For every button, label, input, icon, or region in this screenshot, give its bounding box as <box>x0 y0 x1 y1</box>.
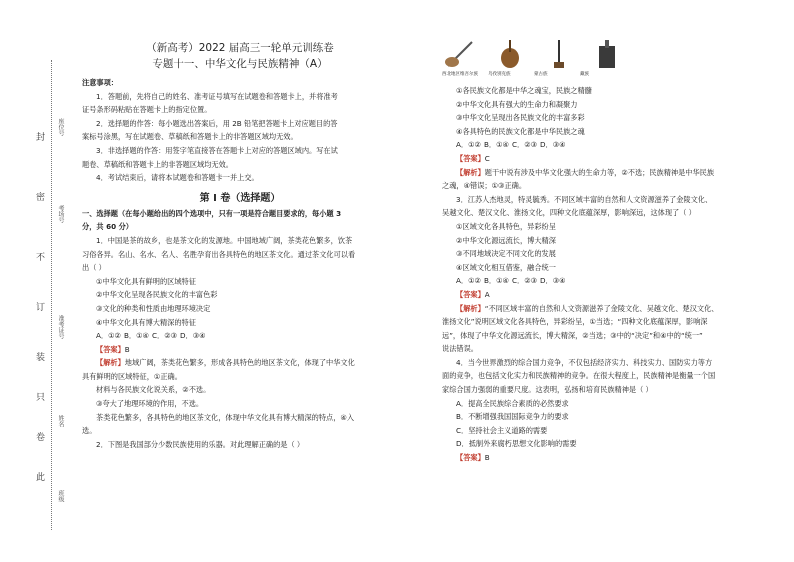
q1-stem: 习俗各异。名山、名水、名人、名胜孕育出各具特色的地区茶文化。通过茶文化可以看 <box>82 249 356 259</box>
q1-item: ④中华文化具有博大精深的特征 <box>96 317 196 327</box>
instrument-image-4 <box>587 38 627 70</box>
q2-answer: C <box>484 153 490 163</box>
q2-item: ④各具特色的民族文化都是中华民族之魂 <box>456 126 585 136</box>
sidebar-char: 订 <box>36 303 46 313</box>
instrument-image-2 <box>490 38 530 70</box>
q3-options <box>442 274 772 288</box>
section-intro: 分，共 60 分） <box>82 222 133 232</box>
q1-analysis: ③夸大了地理环境的作用，不选。 <box>96 399 204 409</box>
q1-analysis: 材料与各民族文化说关系，②不选。 <box>96 385 211 395</box>
q2-option-b: B．①④ <box>484 140 510 150</box>
sidebar-char: 密 <box>36 193 46 203</box>
paper-title: （新高考）2022 届高三一轮单元训练卷 <box>146 42 334 54</box>
q3-item: ④区域文化相互借鉴，融合统一 <box>456 262 556 272</box>
q1-analysis: 地域广阔，茶类花色繁多，形成各具特色的地区茶文化，体现了中华文化 <box>124 358 355 368</box>
q2-item: ③中华文化呈现出各民族文化的丰富多彩 <box>456 113 585 123</box>
q1-stem: 1．中国是茶的故乡，也是茶文化的发源地。中国地域广阔，茶类花色繁多，饮茶 <box>96 235 353 245</box>
q1-answer-label: 【答案】 <box>96 344 125 354</box>
q1-analysis-label: 【解析】 <box>96 358 125 368</box>
right-column <box>442 38 772 465</box>
q1-answer: B <box>124 344 130 354</box>
q4-choice: A．提高全民族综合素质的必然要求 <box>456 398 569 408</box>
q2-stem: 2．下图是我国部分少数民族使用的乐器。对此理解正确的是（ ） <box>96 439 305 449</box>
q2-answer-label: 【答案】 <box>456 153 485 163</box>
q3-stem: 吴越文化、楚汉文化、淮扬文化，四种文化底蕴深厚，影响深远，这体现了（ ） <box>442 208 696 218</box>
q2-analysis: 之魂，④错误；①③正确。 <box>442 181 527 191</box>
q3-item: ③不同地域决定不同文化的发展 <box>456 249 556 259</box>
field-ticket-number: 准考证号 <box>57 315 64 339</box>
q4-choice: B．不断增强我国国际竞争力的要求 <box>456 412 569 422</box>
q3-answer-label: 【答案】 <box>456 289 485 299</box>
q1-item: ③文化的种类和性质由地理环境决定 <box>96 303 211 313</box>
q2-item: ②中华文化具有强大的生命力和凝聚力 <box>456 99 578 109</box>
q3-option-d: D．③④ <box>540 276 566 286</box>
q1-analysis: 茶类花色繁多，各具特色的地区茶文化，体现中华文化具有博大精深的特点，④入 <box>96 412 355 422</box>
q1-options <box>82 329 398 343</box>
q2-option-a: A．①② <box>456 140 481 150</box>
q1-option-d: D．③④ <box>180 331 206 341</box>
instrument-figure <box>442 38 772 84</box>
q1-analysis: 选。 <box>82 426 97 436</box>
q4-stem: 家综合国力强弱的重要尺度。这表明，弘扬和培育民族精神是（ ） <box>442 385 653 395</box>
field-name: 姓名 <box>57 415 64 427</box>
q1-option-a: A．①② <box>96 331 121 341</box>
field-class: 班级 <box>57 490 64 502</box>
paper-subtitle: 专题十一、中华文化与民族精神（A） <box>152 58 328 70</box>
caption-4: 藏族 <box>580 72 589 77</box>
q4-choice: C．坚持社会主义道路的需要 <box>456 425 548 435</box>
q3-answer: A <box>484 289 490 299</box>
binding-sidebar <box>0 0 80 562</box>
sidebar-char: 封 <box>36 133 46 143</box>
sidebar-char: 装 <box>36 353 46 363</box>
sidebar-char: 只 <box>36 393 46 403</box>
q1-analysis: 具有鲜明的区域特征，①正确。 <box>82 371 182 381</box>
sidebar-char: 卷 <box>36 433 46 443</box>
q1-option-b: B．①④ <box>124 331 150 341</box>
sidebar-char: 不 <box>36 253 46 263</box>
q2-option-c: C．②③ <box>512 140 538 150</box>
field-seat-number: 座位号 <box>57 118 64 136</box>
notice-line: 证号条形码粘贴在答题卡上的指定位置。 <box>82 105 212 115</box>
caption-2: 乌孜别克族 <box>488 72 511 77</box>
q3-analysis: 说法错误。 <box>442 344 478 354</box>
q3-item: ②中华文化源远流长，博大精深 <box>456 235 556 245</box>
q4-stem: 4．当今世界激烈的综合国力竞争，不仅包括经济实力、科技实力、国防实力等方 <box>456 357 713 367</box>
q3-stem: 3．江苏人杰地灵，特灵毓秀。不同区域丰富的自然和人文资源滋养了金陵文化、 <box>456 194 713 204</box>
q4-stem: 面的竞争，也包括文化实力和民族精神的竞争。在很大程度上，民族精神是衡量一个国 <box>442 371 716 381</box>
notice-line: 题卷、草稿纸和答题卡上的非答题区域均无效。 <box>82 159 233 169</box>
q3-item: ①区域文化各具特色，异彩纷呈 <box>456 221 556 231</box>
cut-line <box>51 60 52 530</box>
instrument-image-3 <box>539 38 579 70</box>
notice-line: 案标号涂黑，写在试题卷、草稿纸和答题卡上的非答题区域均无效。 <box>82 132 298 142</box>
q1-item: ①中华文化具有鲜明的区域特征 <box>96 276 196 286</box>
caption-3: 蒙古族 <box>534 72 548 77</box>
q1-item: ②中华文化呈现各民族文化的丰富色彩 <box>96 290 218 300</box>
q2-analysis-label: 【解析】 <box>456 167 485 177</box>
q1-stem: 出（ ） <box>82 263 106 273</box>
q3-option-a: A．①② <box>456 276 481 286</box>
notice-line: 3．非选择题的作答：用签字笔直接答在答题卡上对应的答题区域内。写在试 <box>96 145 338 155</box>
left-column <box>82 40 398 451</box>
caption-1: 西北地区维吾尔族 <box>442 72 478 77</box>
q2-option-d: D．③④ <box>540 140 566 150</box>
q3-option-b: B．①④ <box>484 276 510 286</box>
notice-heading: 注意事项： <box>82 78 118 87</box>
q3-analysis: 淮扬文化”说明区域文化各具特色，异彩纷呈，①当选；“四种文化底蕴深厚，影响深 <box>442 317 708 327</box>
q1-option-c: C．②③ <box>152 331 178 341</box>
section-intro: 一、选择题（在每小题给出的四个选项中，只有一项是符合题目要求的，每小题 3 <box>82 208 342 218</box>
q2-item: ①各民族文化都是中华之魂宝，民族之精髓 <box>456 86 592 95</box>
q3-analysis: 远”，体现了中华文化源远流长，博大精深，②当选；③中的“决定”和④中的“统一” <box>442 330 703 340</box>
q3-analysis-label: 【解析】 <box>456 303 485 313</box>
sidebar-char: 此 <box>36 473 46 483</box>
instrument-image-1 <box>442 38 482 70</box>
q4-answer-label: 【答案】 <box>456 453 485 463</box>
q3-option-c: C．②③ <box>512 276 538 286</box>
q4-choice: D．抵制外来腐朽思想文化影响的需要 <box>456 439 577 449</box>
notice-line: 4．考试结束后，请将本试题卷和答题卡一并上交。 <box>96 173 259 183</box>
q2-options <box>442 138 772 152</box>
notice-line: 2．选择题的作答：每小题选出答案后，用 2B 铅笔把答题卡上对应题目的答 <box>96 118 338 128</box>
q2-analysis: 题干中说有涉及中华文化强大的生命力等，②不选；民族精神是中华民族 <box>484 167 715 177</box>
q4-answer: B <box>484 453 490 463</box>
notice-line: 1．答题前，先将自己的姓名、准考证号填写在试题卷和答题卡上，并将准考 <box>96 91 338 101</box>
part-title: 第 Ⅰ 卷（选择题） <box>199 192 281 204</box>
q3-analysis: “不同区域丰富的自然和人文资源滋养了金陵文化、吴越文化、楚汉文化、 <box>484 303 719 313</box>
field-exam-room: 考场号 <box>57 205 64 223</box>
